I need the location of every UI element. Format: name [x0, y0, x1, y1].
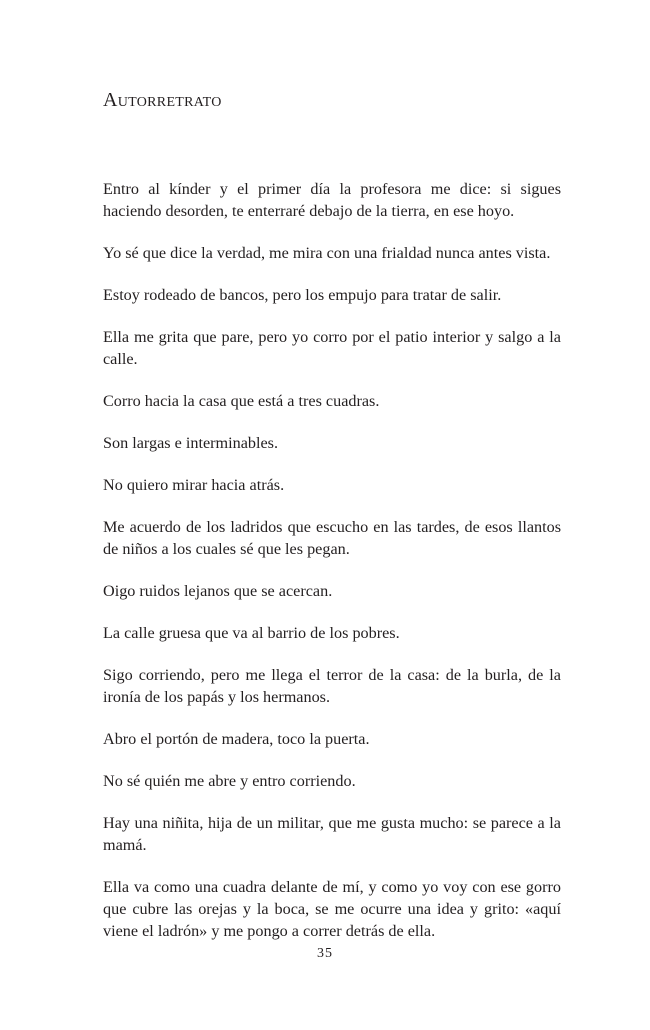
paragraph: Son largas e interminables. [103, 434, 279, 452]
paragraph: Entro al kínder y el primer día la profesora me dice: si sigues haciendo desorden, te enterraré debajo de la tierra, en ese hoyo. [103, 180, 561, 220]
paragraph: No quiero mirar hacia atrás. [103, 476, 285, 494]
paragraph: Ella va como una cuadra delante de mí, y como yo voy con ese gorro que cubre las orejas y la boca, se me ocurre una idea y grito: «aquí viene el ladrón» y me pongo a correr detrás de ella. [103, 878, 561, 940]
paragraph: Ella me grita que pare, pero yo corro por el patio interior y salgo a la calle. [103, 328, 561, 368]
paragraph: No sé quién me abre y entro corriendo. [103, 772, 356, 790]
page-number: 35 [317, 946, 333, 961]
paragraph: Me acuerdo de los ladridos que escucho en las tardes, de esos llantos de niños a los cuales sé que les pegan. [103, 518, 561, 558]
body-text [103, 178, 561, 942]
paragraph: Abro el portón de madera, toco la puerta. [103, 730, 370, 748]
chapter-title: Autorretrato [103, 89, 222, 111]
paragraph: Corro hacia la casa que está a tres cuadras. [103, 392, 380, 410]
paragraph: La calle gruesa que va al barrio de los pobres. [103, 624, 400, 642]
paragraph: Oigo ruidos lejanos que se acercan. [103, 582, 333, 600]
paragraph: Sigo corriendo, pero me llega el terror de la casa: de la burla, de la ironía de los papás y los hermanos. [103, 666, 561, 706]
paragraph: Hay una niñita, hija de un militar, que me gusta mucho: se parece a la mamá. [103, 814, 561, 854]
paragraph: Estoy rodeado de bancos, pero los empujo para tratar de salir. [103, 286, 502, 304]
paragraph: Yo sé que dice la verdad, me mira con una frialdad nunca antes vista. [103, 244, 551, 262]
